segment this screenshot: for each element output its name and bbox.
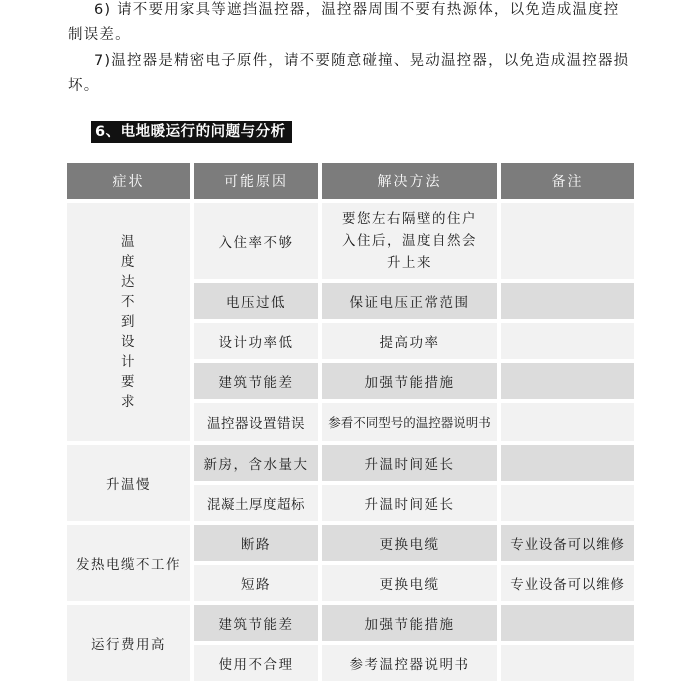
header-symptom: 症状 — [67, 163, 190, 199]
cause-cell: 入住率不够 — [194, 203, 318, 279]
symptom-cell: 升温慢 — [67, 445, 190, 521]
solution-cell: 参看不同型号的温控器说明书 — [322, 403, 497, 441]
header-solution: 解决方法 — [322, 163, 497, 199]
header-note: 备注 — [501, 163, 634, 199]
solution-cell: 升温时间延长 — [322, 445, 497, 481]
symptom-cell: 运行费用高 — [67, 605, 190, 681]
solution-cell: 升温时间延长 — [322, 485, 497, 521]
solution-cell: 参考温控器说明书 — [322, 645, 497, 681]
note-cell — [501, 283, 634, 319]
cause-cell: 温控器设置错误 — [194, 403, 318, 441]
solution-cell: 要您左右隔壁的住户入住后，温度自然会升上来 — [322, 203, 497, 279]
note-cell: 专业设备可以维修 — [501, 525, 634, 561]
solution-cell: 提高功率 — [322, 323, 497, 359]
solution-cell: 加强节能措施 — [322, 363, 497, 399]
note-cell — [501, 605, 634, 641]
note-cell — [501, 403, 634, 441]
symptom-cell: 发热电缆不工作 — [67, 525, 190, 601]
note-cell: 专业设备可以维修 — [501, 565, 634, 601]
note-cell — [501, 323, 634, 359]
cause-cell: 建筑节能差 — [194, 605, 318, 641]
note-cell — [501, 363, 634, 399]
solution-cell: 更换电缆 — [322, 525, 497, 561]
solution-cell: 加强节能措施 — [322, 605, 497, 641]
cause-cell: 建筑节能差 — [194, 363, 318, 399]
symptom-cell: 温 度 达 不 到 设 计 要 求 — [67, 203, 190, 441]
note-cell — [501, 445, 634, 481]
cause-cell: 短路 — [194, 565, 318, 601]
cause-cell: 断路 — [194, 525, 318, 561]
solution-cell: 更换电缆 — [322, 565, 497, 601]
cause-cell: 新房，含水量大 — [194, 445, 318, 481]
cause-cell: 使用不合理 — [194, 645, 318, 681]
section-title: 6、电地暖运行的问题与分析 — [91, 121, 292, 143]
paragraph-6: 6) 请不要用家具等遮挡温控器，温控器周围不要有热源体，以免造成温度控制误差。 — [68, 2, 620, 43]
solution-cell: 保证电压正常范围 — [322, 283, 497, 319]
note-cell — [501, 203, 634, 279]
cause-cell: 电压过低 — [194, 283, 318, 319]
paragraph-7: 7)温控器是精密电子原件，请不要随意碰撞、晃动温控器，以免造成温控器损坏。 — [68, 53, 630, 94]
cause-cell: 设计功率低 — [194, 323, 318, 359]
note-cell — [501, 485, 634, 521]
cause-cell: 混凝土厚度超标 — [194, 485, 318, 521]
header-cause: 可能原因 — [194, 163, 318, 199]
